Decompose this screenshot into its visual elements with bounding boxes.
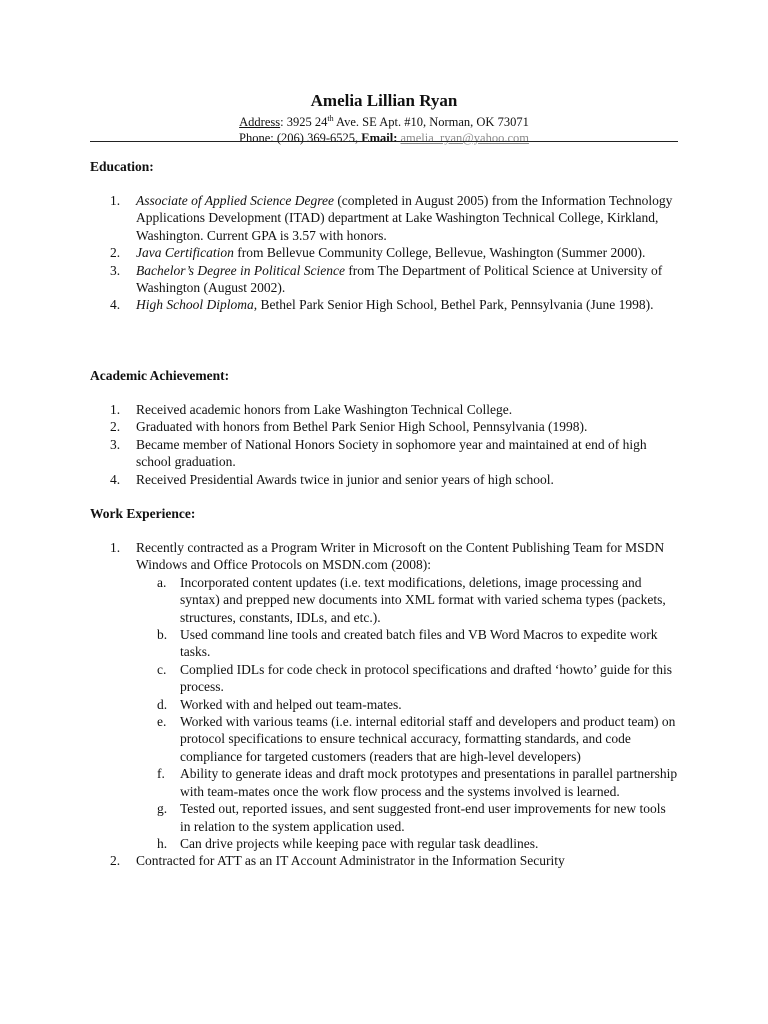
header-divider xyxy=(90,141,678,142)
work-item xyxy=(90,539,678,852)
subitem-text: Incorporated content updates (i.e. text modifications, deletions, image processing and syntax) and prepped new documents into XML format with varied schema types (packets, structures, constants, IDLs, and etc.). xyxy=(180,574,666,625)
work-subitem xyxy=(136,713,678,765)
subitem-text: Used command line tools and created batch files and VB Word Macros to expedite work tasks. xyxy=(180,627,658,660)
subitem-text: Worked with and helped out team-mates. xyxy=(180,696,402,712)
work-subitem xyxy=(136,800,678,835)
subitem-text: Ability to generate ideas and draft mock prototypes and presentations in parallel partnership with team-mates once the work flow process and the systems involved is learned. xyxy=(180,766,678,799)
achievement-text: Became member of National Honors Society in sophomore year and maintained at end of high school graduation. xyxy=(136,436,647,470)
address-part-1: : 3925 24 xyxy=(280,115,328,130)
work-text: Contracted for ATT as an IT Account Administrator in the Information Security xyxy=(136,853,565,869)
work-subitem-list xyxy=(136,574,678,853)
work-list xyxy=(90,539,678,870)
degree-details: from Bellevue Community College, Bellevue, Washington (Summer 2000). xyxy=(233,245,646,261)
subitem-letter: d. xyxy=(157,696,168,712)
achievement-text: Received Presidential Awards twice in junior and senior years of high school. xyxy=(136,471,554,487)
work-heading: Work Experience: xyxy=(90,506,196,521)
degree-title: Bachelor’s Degree in Political Science xyxy=(136,262,345,278)
education-heading: Education: xyxy=(90,159,154,174)
achievement-section xyxy=(90,367,678,488)
subitem-text: Tested out, reported issues, and sent suggested front-end user improvements for new tools in relation to the system application used. xyxy=(180,801,666,834)
achievement-item xyxy=(90,471,678,488)
work-subitem xyxy=(136,835,678,852)
address-label: Address xyxy=(239,115,281,130)
degree-title: High School Diploma xyxy=(136,297,254,313)
achievement-heading: Academic Achievement: xyxy=(90,368,230,383)
subitem-text: Can drive projects while keeping pace with regular task deadlines. xyxy=(180,835,539,851)
subitem-letter: f. xyxy=(157,766,165,782)
subitem-letter: a. xyxy=(157,574,167,590)
work-text: Recently contracted as a Program Writer in Microsoft on the Content Publishing Team for MSDN Windows and Office Protocols on MSDN.com (2008): xyxy=(136,540,665,573)
work-section xyxy=(90,505,678,870)
subitem-letter: h. xyxy=(157,835,168,851)
subitem-letter: g. xyxy=(157,801,168,817)
degree-details: from The Department of Political Science at University of Washington (August 2002). xyxy=(136,262,663,296)
email-label: Email: xyxy=(361,130,398,145)
email-link[interactable]: amelia_ryan@yahoo.com xyxy=(400,130,529,145)
applicant-name: Amelia Lillian Ryan xyxy=(310,91,458,110)
education-item xyxy=(90,244,678,261)
item-number: 2. xyxy=(110,419,121,435)
work-subitem xyxy=(136,661,678,696)
achievement-item xyxy=(90,401,678,418)
phone-text: Phone: (206) 369-6525, xyxy=(239,130,362,145)
item-number: 2. xyxy=(110,245,121,261)
education-list xyxy=(90,192,678,314)
work-subitem xyxy=(136,696,678,713)
item-number: 1. xyxy=(110,540,121,555)
address-part-2: Ave. SE Apt. #10, Norman, OK 73071 xyxy=(333,115,529,130)
degree-details: , Bethel Park Senior High School, Bethel Park, Pennsylvania (June 1998). xyxy=(253,297,654,313)
achievement-item xyxy=(90,418,678,435)
item-number: 4. xyxy=(110,297,121,313)
subitem-letter: c. xyxy=(157,661,167,677)
degree-title: Java Certification xyxy=(136,245,234,261)
item-number: 2. xyxy=(110,853,121,869)
address-ordinal: th xyxy=(327,114,334,123)
achievement-list xyxy=(90,401,678,488)
item-number: 1. xyxy=(110,402,121,417)
education-item xyxy=(90,296,678,313)
item-number: 3. xyxy=(110,262,121,278)
degree-title: Associate of Applied Science Degree xyxy=(136,193,334,208)
work-subitem xyxy=(136,765,678,800)
item-number: 4. xyxy=(110,471,121,487)
item-number: 1. xyxy=(110,193,121,208)
work-subitem xyxy=(136,574,678,626)
work-subitem xyxy=(136,626,678,661)
subitem-letter: e. xyxy=(157,714,167,730)
subitem-text: Worked with various teams (i.e. internal editorial staff and developers and product team) on protocol specifications to ensure technical accuracy, formatting standards, and code compliance for targeted customers (readers that are high-level developers) xyxy=(180,714,676,764)
education-section xyxy=(90,158,678,314)
subitem-text: Complied IDLs for code check in protocol specifications and drafted ‘howto’ guide for this process. xyxy=(180,661,672,695)
achievement-text: Received academic honors from Lake Washington Technical College. xyxy=(136,402,513,417)
achievement-item xyxy=(90,436,678,471)
degree-details: (completed in August 2005) from the Information Technology Applications Development (ITAD) department at Lake Washington Technical College, Kirkland, Washington. Current GPA is 3.57 with honors. xyxy=(136,193,673,243)
education-item xyxy=(90,262,678,297)
subitem-letter: b. xyxy=(157,627,168,643)
resume-header xyxy=(90,91,678,146)
contact-line xyxy=(90,131,678,147)
work-item xyxy=(90,852,678,869)
achievement-text: Graduated with honors from Bethel Park Senior High School, Pennsylvania (1998). xyxy=(136,419,588,435)
education-item xyxy=(90,192,678,244)
address-line xyxy=(90,111,678,131)
item-number: 3. xyxy=(110,436,121,452)
